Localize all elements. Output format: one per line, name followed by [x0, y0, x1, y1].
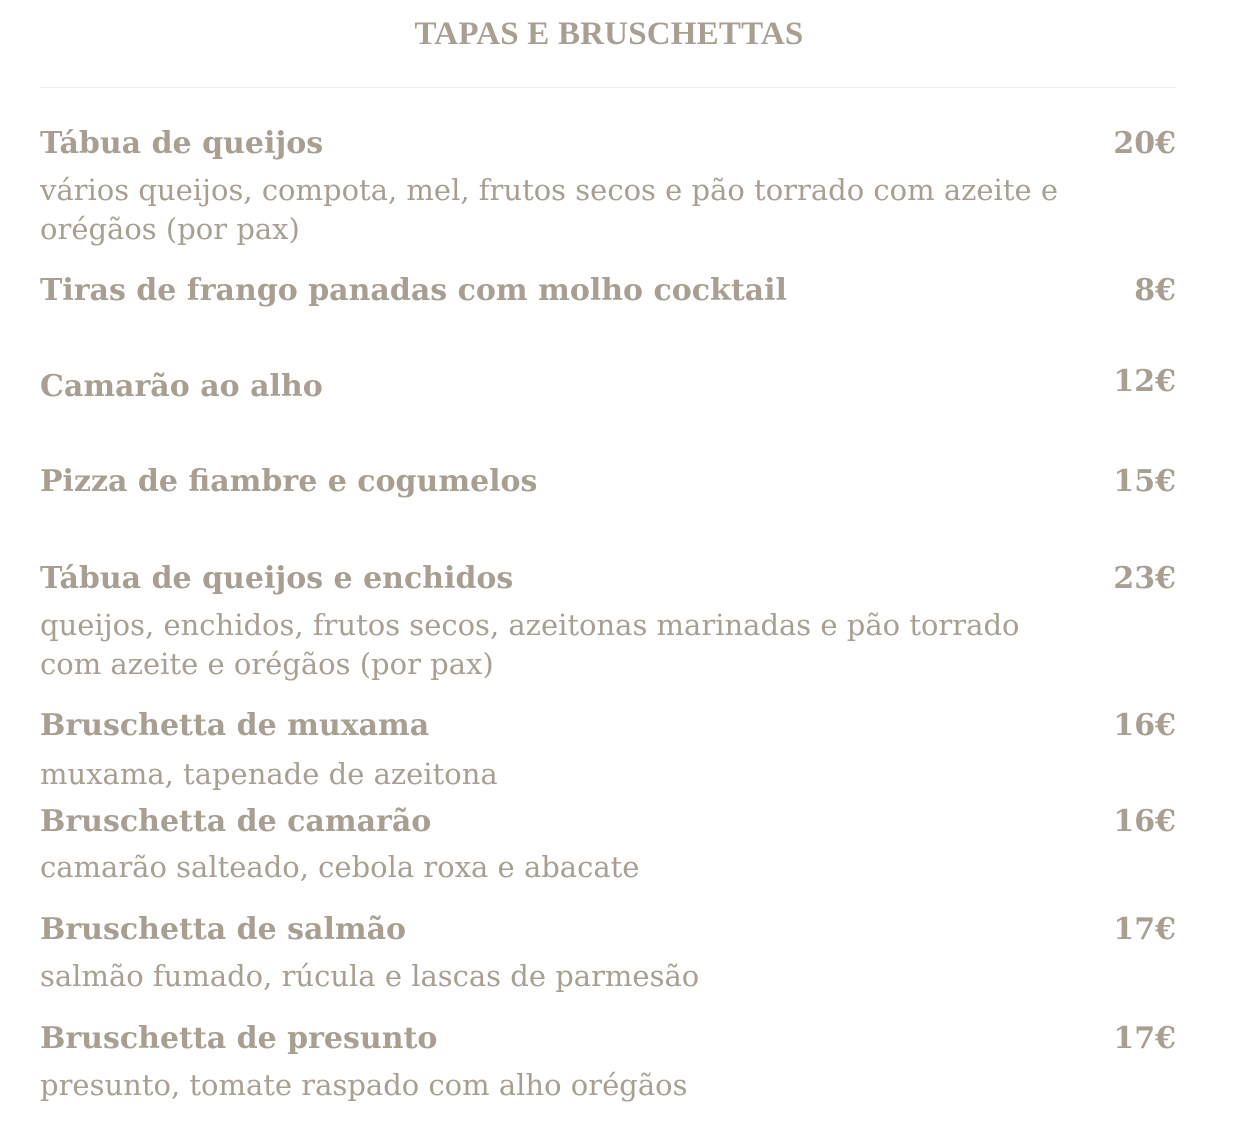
item-name: Bruschetta de muxama — [40, 708, 430, 743]
menu-section-title: TAPAS E BRUSCHETTAS — [414, 16, 804, 52]
item-name: Bruschetta de camarão — [40, 804, 432, 839]
item-name: Tábua de queijos — [40, 126, 324, 161]
item-price: 17€ — [1113, 1021, 1176, 1056]
item-description: queijos, enchidos, frutos secos, azeitonas marinadas e pão torrado com azeite e orégãos (por pax) — [40, 608, 1020, 681]
item-price: 23€ — [1113, 561, 1176, 596]
item-name: Camarão ao alho — [40, 369, 323, 404]
item-price: 16€ — [1113, 708, 1176, 743]
item-price: 8€ — [1134, 273, 1176, 308]
item-name: Pizza de fiambre e cogumelos — [40, 464, 538, 499]
item-name: Tiras de frango panadas com molho cocktail — [40, 273, 787, 308]
item-price: 15€ — [1113, 464, 1176, 499]
item-name: Bruschetta de presunto — [40, 1021, 438, 1056]
item-name: Tábua de queijos e enchidos — [40, 561, 514, 596]
item-price: 20€ — [1113, 126, 1176, 161]
item-description: salmão fumado, rúcula e lascas de parmesão — [40, 959, 700, 993]
item-name: Bruschetta de salmão — [40, 912, 407, 947]
item-description: presunto, tomate raspado com alho orégãos — [40, 1068, 688, 1102]
title-divider — [40, 87, 1177, 88]
item-price: 16€ — [1113, 804, 1176, 839]
item-description: vários queijos, compota, mel, frutos secos e pão torrado com azeite e orégãos (por pax) — [40, 173, 1059, 246]
item-price: 17€ — [1113, 912, 1176, 947]
item-description: muxama, tapenade de azeitona — [40, 757, 498, 791]
item-price: 12€ — [1113, 364, 1176, 399]
item-description: camarão salteado, cebola roxa e abacate — [40, 850, 640, 884]
